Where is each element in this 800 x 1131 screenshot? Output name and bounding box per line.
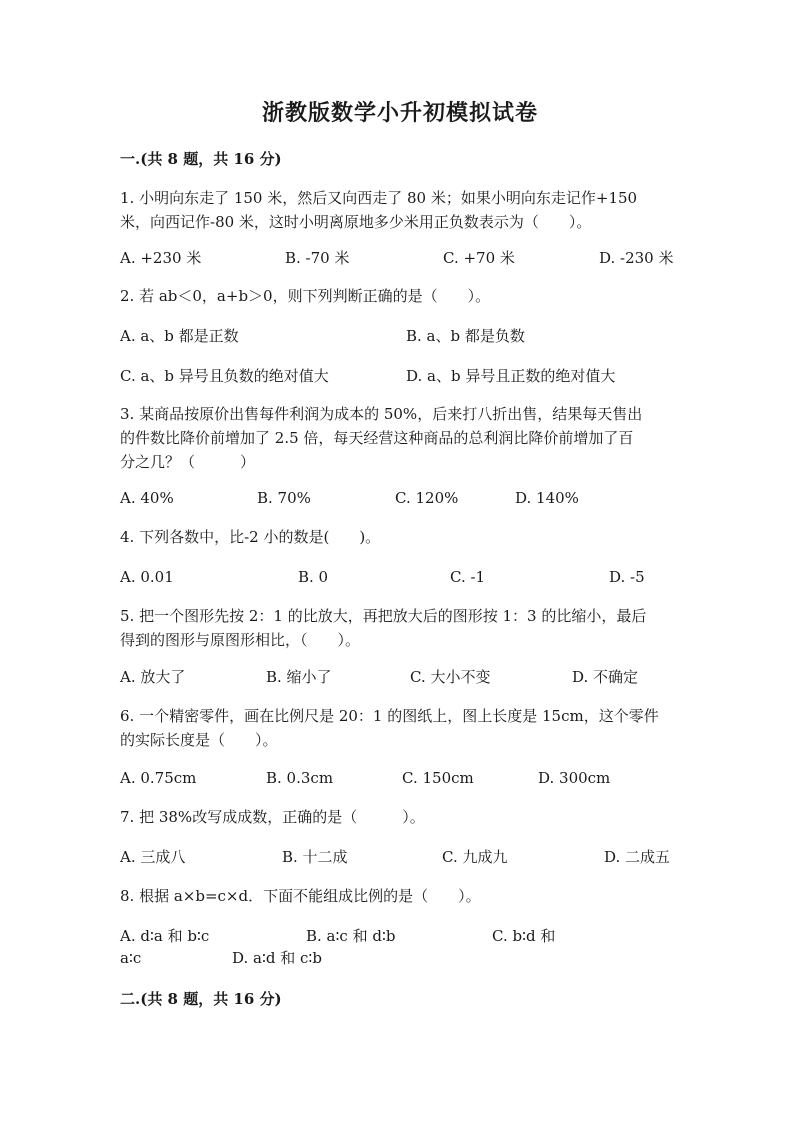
option-c: C. +70 米	[443, 249, 515, 267]
option-c: C. a、b 异号且负数的绝对值大	[120, 367, 329, 385]
option-a: A. a、b 都是正数	[120, 327, 239, 345]
options-row	[120, 924, 680, 948]
options-row	[120, 486, 680, 510]
question-2	[120, 284, 680, 308]
question-stem-line: 的件数比降价前增加了 2.5 倍，每天经营这种商品的总利润比降价前增加了百	[120, 429, 634, 447]
question-stem-line: 3. 某商品按原价出售每件利润为成本的 50%，后来打八折出售，结果每天售出	[120, 405, 643, 423]
option-a: A. d∶a 和 b∶c	[120, 927, 210, 945]
option-c: C. b∶d 和	[492, 927, 556, 945]
question-stem-line: 分之几？（ ）	[120, 453, 256, 471]
option-a: A. 三成八	[120, 848, 186, 866]
section-heading-2: 二.(共 8 题，共 16 分)	[120, 990, 282, 1008]
question-stem-line: 2. 若 ab＜0，a+b＞0，则下列判断正确的是（ ）。	[120, 287, 491, 305]
question-5	[120, 604, 680, 652]
question-8	[120, 884, 680, 908]
option-d: D. 300cm	[538, 769, 611, 787]
option-a: A. 0.01	[120, 568, 174, 586]
question-stem-line: 5. 把一个图形先按 2：1 的比放大，再把放大后的图形按 1：3 的比缩小，最后	[120, 607, 647, 625]
option-b: B. 0.3cm	[266, 769, 334, 787]
options-row	[120, 946, 680, 970]
option-d: D. 不确定	[572, 668, 639, 686]
option-c: C. 120%	[395, 489, 459, 507]
option-c: C. 150cm	[402, 769, 474, 787]
question-3	[120, 402, 680, 474]
question-stem-line: 6. 一个精密零件，画在比例尺是 20：1 的图纸上，图上长度是 15cm，这个零件	[120, 707, 659, 725]
question-4	[120, 525, 680, 549]
option-d: D. 二成五	[604, 848, 671, 866]
option-b: B. -70 米	[285, 249, 350, 267]
option-c-continued: a∶c	[120, 949, 142, 967]
option-d: D. 140%	[515, 489, 579, 507]
question-7	[120, 805, 680, 829]
question-stem-line: 1. 小明向东走了 150 米，然后又向西走了 80 米；如果小明向东走记作+150	[120, 189, 638, 207]
option-c: C. 九成九	[442, 848, 508, 866]
question-stem-line: 得到的图形与原图形相比，（ ）。	[120, 631, 361, 649]
options-row	[120, 845, 680, 869]
options-row	[120, 246, 680, 270]
option-a: A. 0.75cm	[120, 769, 197, 787]
option-c: C. 大小不变	[410, 668, 491, 686]
option-b: B. a、b 都是负数	[406, 327, 525, 345]
question-stem-line: 的实际长度是（ ）。	[120, 731, 278, 749]
option-d: D. a、b 异号且正数的绝对值大	[406, 367, 616, 385]
options-row	[120, 565, 680, 589]
option-b: B. 缩小了	[266, 668, 332, 686]
option-d: D. a∶d 和 c∶b	[232, 949, 322, 967]
option-a: A. 40%	[120, 489, 174, 507]
option-b: B. 十二成	[282, 848, 348, 866]
option-d: D. -5	[609, 568, 645, 586]
options-row	[120, 324, 680, 348]
question-stem-line: 4. 下列各数中，比-2 小的数是( )。	[120, 528, 381, 546]
option-d: D. -230 米	[599, 249, 674, 267]
option-b: B. 70%	[257, 489, 311, 507]
option-c: C. -1	[450, 568, 486, 586]
options-row	[120, 364, 680, 388]
question-stem-line: 8. 根据 a×b=c×d．下面不能组成比例的是（ ）。	[120, 887, 481, 905]
option-b: B. 0	[298, 568, 329, 586]
option-a: A. 放大了	[120, 668, 186, 686]
page-title: 浙教版数学小升初模拟试卷	[261, 100, 538, 126]
question-1	[120, 186, 680, 234]
option-b: B. a∶c 和 d∶b	[306, 927, 396, 945]
options-row	[120, 665, 680, 689]
section-heading-1: 一.(共 8 题，共 16 分)	[120, 150, 282, 168]
options-row	[120, 766, 680, 790]
option-a: A. +230 米	[120, 249, 202, 267]
question-stem-line: 7. 把 38%改写成成数，正确的是（ ）。	[120, 808, 425, 826]
question-6	[120, 704, 680, 752]
question-stem-line: 米，向西记作-80 米，这时小明离原地多少米用正负数表示为（ ）。	[120, 213, 592, 231]
